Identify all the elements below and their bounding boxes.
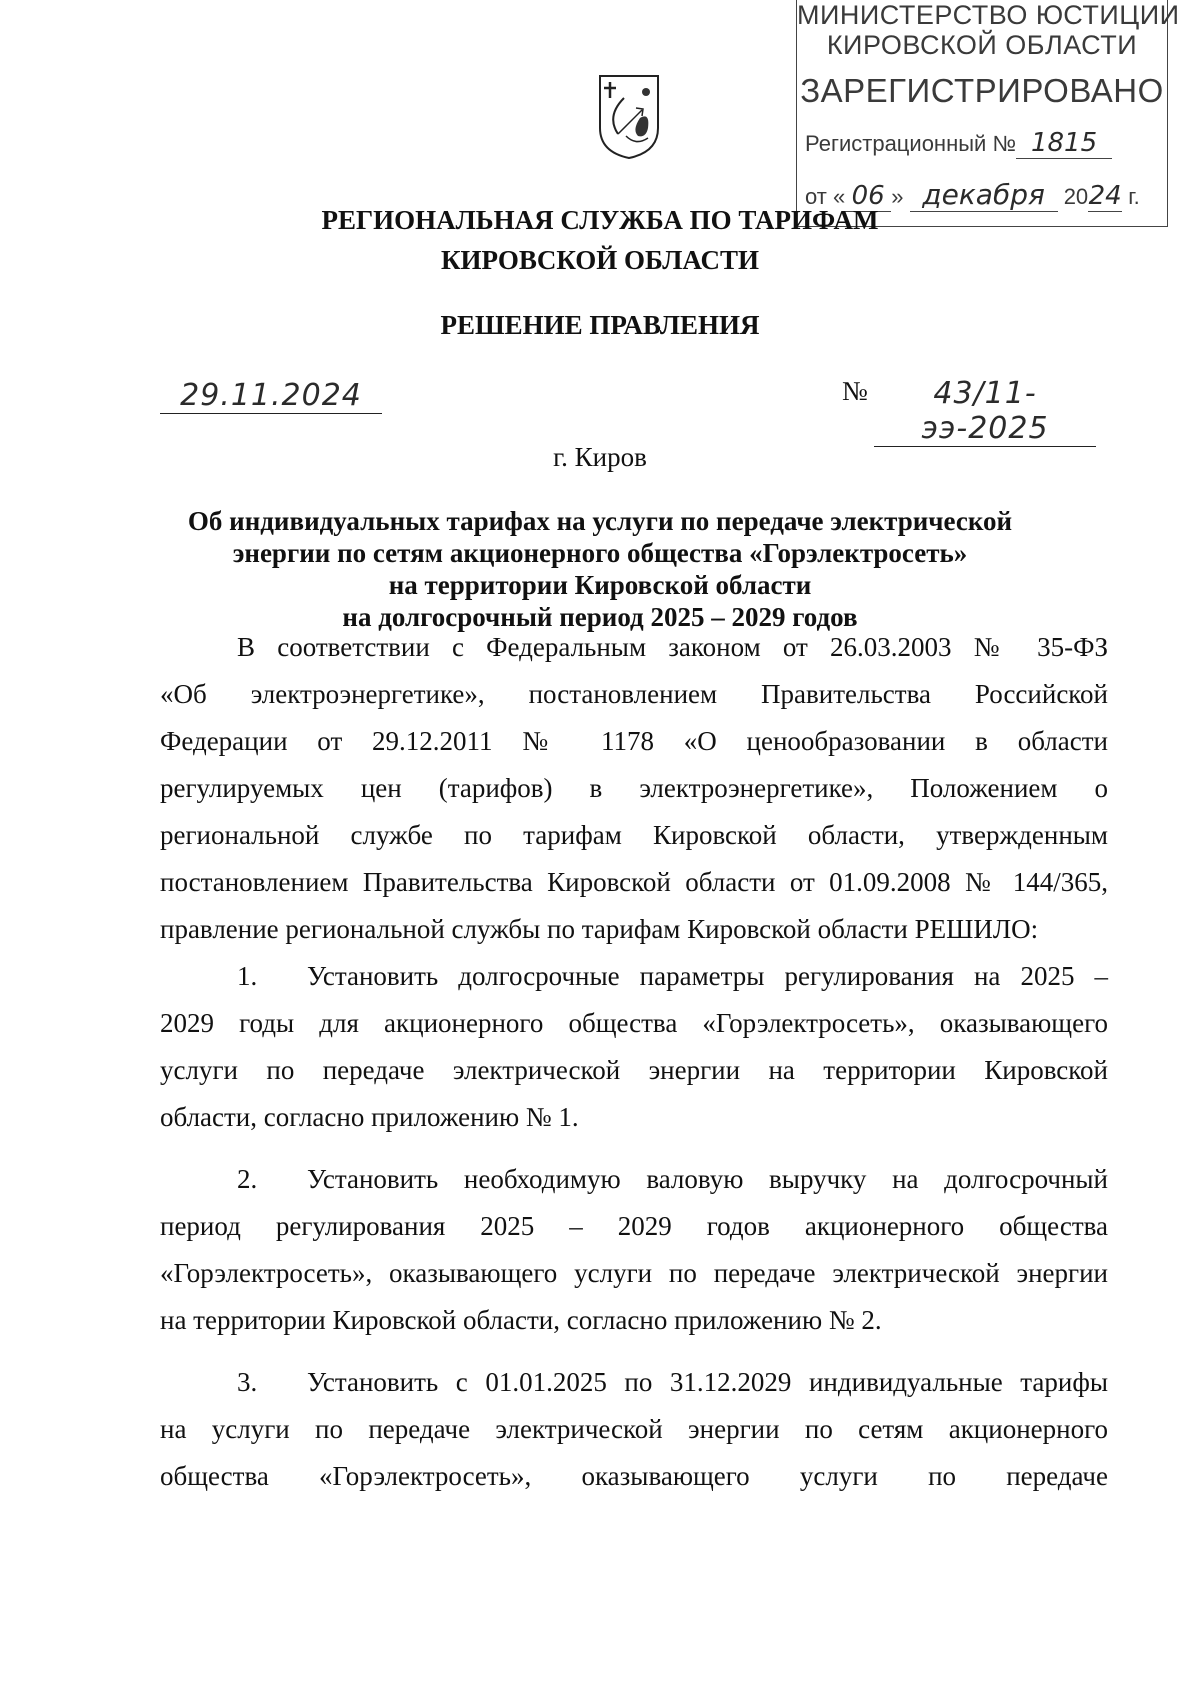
item-number: 2.: [237, 1164, 258, 1194]
item-text: Установить с 01.01.2025 по 31.12.2029 индивидуальные тарифы: [307, 1367, 1108, 1397]
city: г. Киров: [553, 442, 647, 472]
text-line: 2029 годы для акционерного общества «Горэлектросеть», оказывающего: [160, 1008, 1108, 1038]
text-line: области, согласно приложению № 1.: [160, 1102, 579, 1132]
text-line: период регулирования 2025 – 2029 годов акционерного общества: [160, 1211, 1108, 1241]
decision-item-2: [160, 1156, 1108, 1344]
item-number: 1.: [237, 961, 258, 991]
text-line: постановлением Правительства Кировской области от 01.09.2008 № 144/365,: [160, 867, 1108, 897]
coat-of-arms-icon: [596, 72, 662, 162]
text-line: правление региональной службы по тарифам Кировской области РЕШИЛО:: [160, 914, 1039, 944]
text-line: услуги по передаче электрической энергии на территории Кировской: [160, 1055, 1108, 1085]
preamble-paragraph: [160, 624, 1108, 953]
document-title: [0, 505, 1200, 633]
title-line: Об индивидуальных тарифах на услуги по передаче электрической: [187, 506, 1013, 536]
text-line: регулируемых цен (тарифов) в электроэнергетике», Положением о: [160, 773, 1108, 803]
document-body: [160, 624, 1108, 1500]
text-line: «Горэлектросеть», оказывающего услуги по передаче электрической энергии: [160, 1258, 1108, 1288]
number-sign: №: [842, 376, 868, 406]
item-first-line: [160, 1156, 1108, 1203]
decision-item-1: [160, 953, 1108, 1141]
stamp-year-unit: г.: [1128, 184, 1140, 209]
document-number: 43/11-ээ-2025: [874, 376, 1096, 447]
agency-name-line2: КИРОВСКОЙ ОБЛАСТИ: [440, 245, 760, 275]
title-line: на территории Кировской области: [388, 570, 812, 600]
item-first-line: [160, 1359, 1108, 1406]
stamp-region: КИРОВСКОЙ ОБЛАСТИ: [826, 30, 1138, 60]
text-line: общества «Горэлектросеть», оказывающего услуги по передаче: [160, 1461, 1108, 1491]
agency-name-line1: РЕГИОНАЛЬНАЯ СЛУЖБА ПО ТАРИФАМ: [321, 205, 879, 235]
title-line: на долгосрочный период 2025 – 2029 годов: [342, 602, 858, 632]
text-line: на услуги по передаче электрической энергии по сетям акционерного: [160, 1414, 1108, 1444]
text-line: на территории Кировской области, согласно приложению № 2.: [160, 1305, 882, 1335]
stamp-year-suffix: 24: [1088, 181, 1122, 211]
text-line: В соответствии с Федеральным законом от 26.03.2003 № 35-ФЗ: [237, 632, 1108, 662]
stamp-ministry: МИНИСТЕРСТВО ЮСТИЦИИ: [797, 0, 1180, 30]
item-number: 3.: [237, 1367, 258, 1397]
stamp-date-prefix: от «: [805, 184, 846, 209]
stamp-regno-value: 1815: [1016, 128, 1112, 159]
stamp-regno-label: Регистрационный №: [805, 131, 1017, 156]
decision-item-3: [160, 1359, 1108, 1500]
title-line: энергии по сетям акционерного общества «Горэлектросеть»: [232, 538, 968, 568]
item-text: Установить долгосрочные параметры регулирования на 2025 –: [307, 961, 1108, 991]
stamp-registration-number: [805, 128, 1112, 159]
document-type: РЕШЕНИЕ ПРАВЛЕНИЯ: [440, 310, 760, 340]
stamp-day: 06: [845, 181, 891, 212]
registration-stamp: [796, 0, 1180, 227]
text-line: региональной службе по тарифам Кировской области, утвержденным: [160, 820, 1108, 850]
stamp-year-prefix: 20: [1063, 184, 1089, 209]
stamp-month: декабря: [910, 178, 1058, 212]
item-first-line: [160, 953, 1108, 1000]
stamp-registered: ЗАРЕГИСТРИРОВАНО: [800, 72, 1164, 109]
document-date: 29.11.2024: [160, 378, 382, 414]
text-line: «Об электроэнергетике», постановлением Правительства Российской: [160, 679, 1108, 709]
stamp-date-mid: »: [891, 184, 904, 209]
text-line: Федерации от 29.12.2011 № 1178 «О ценообразовании в области: [160, 726, 1108, 756]
item-text: Установить необходимую валовую выручку на долгосрочный: [307, 1164, 1108, 1194]
